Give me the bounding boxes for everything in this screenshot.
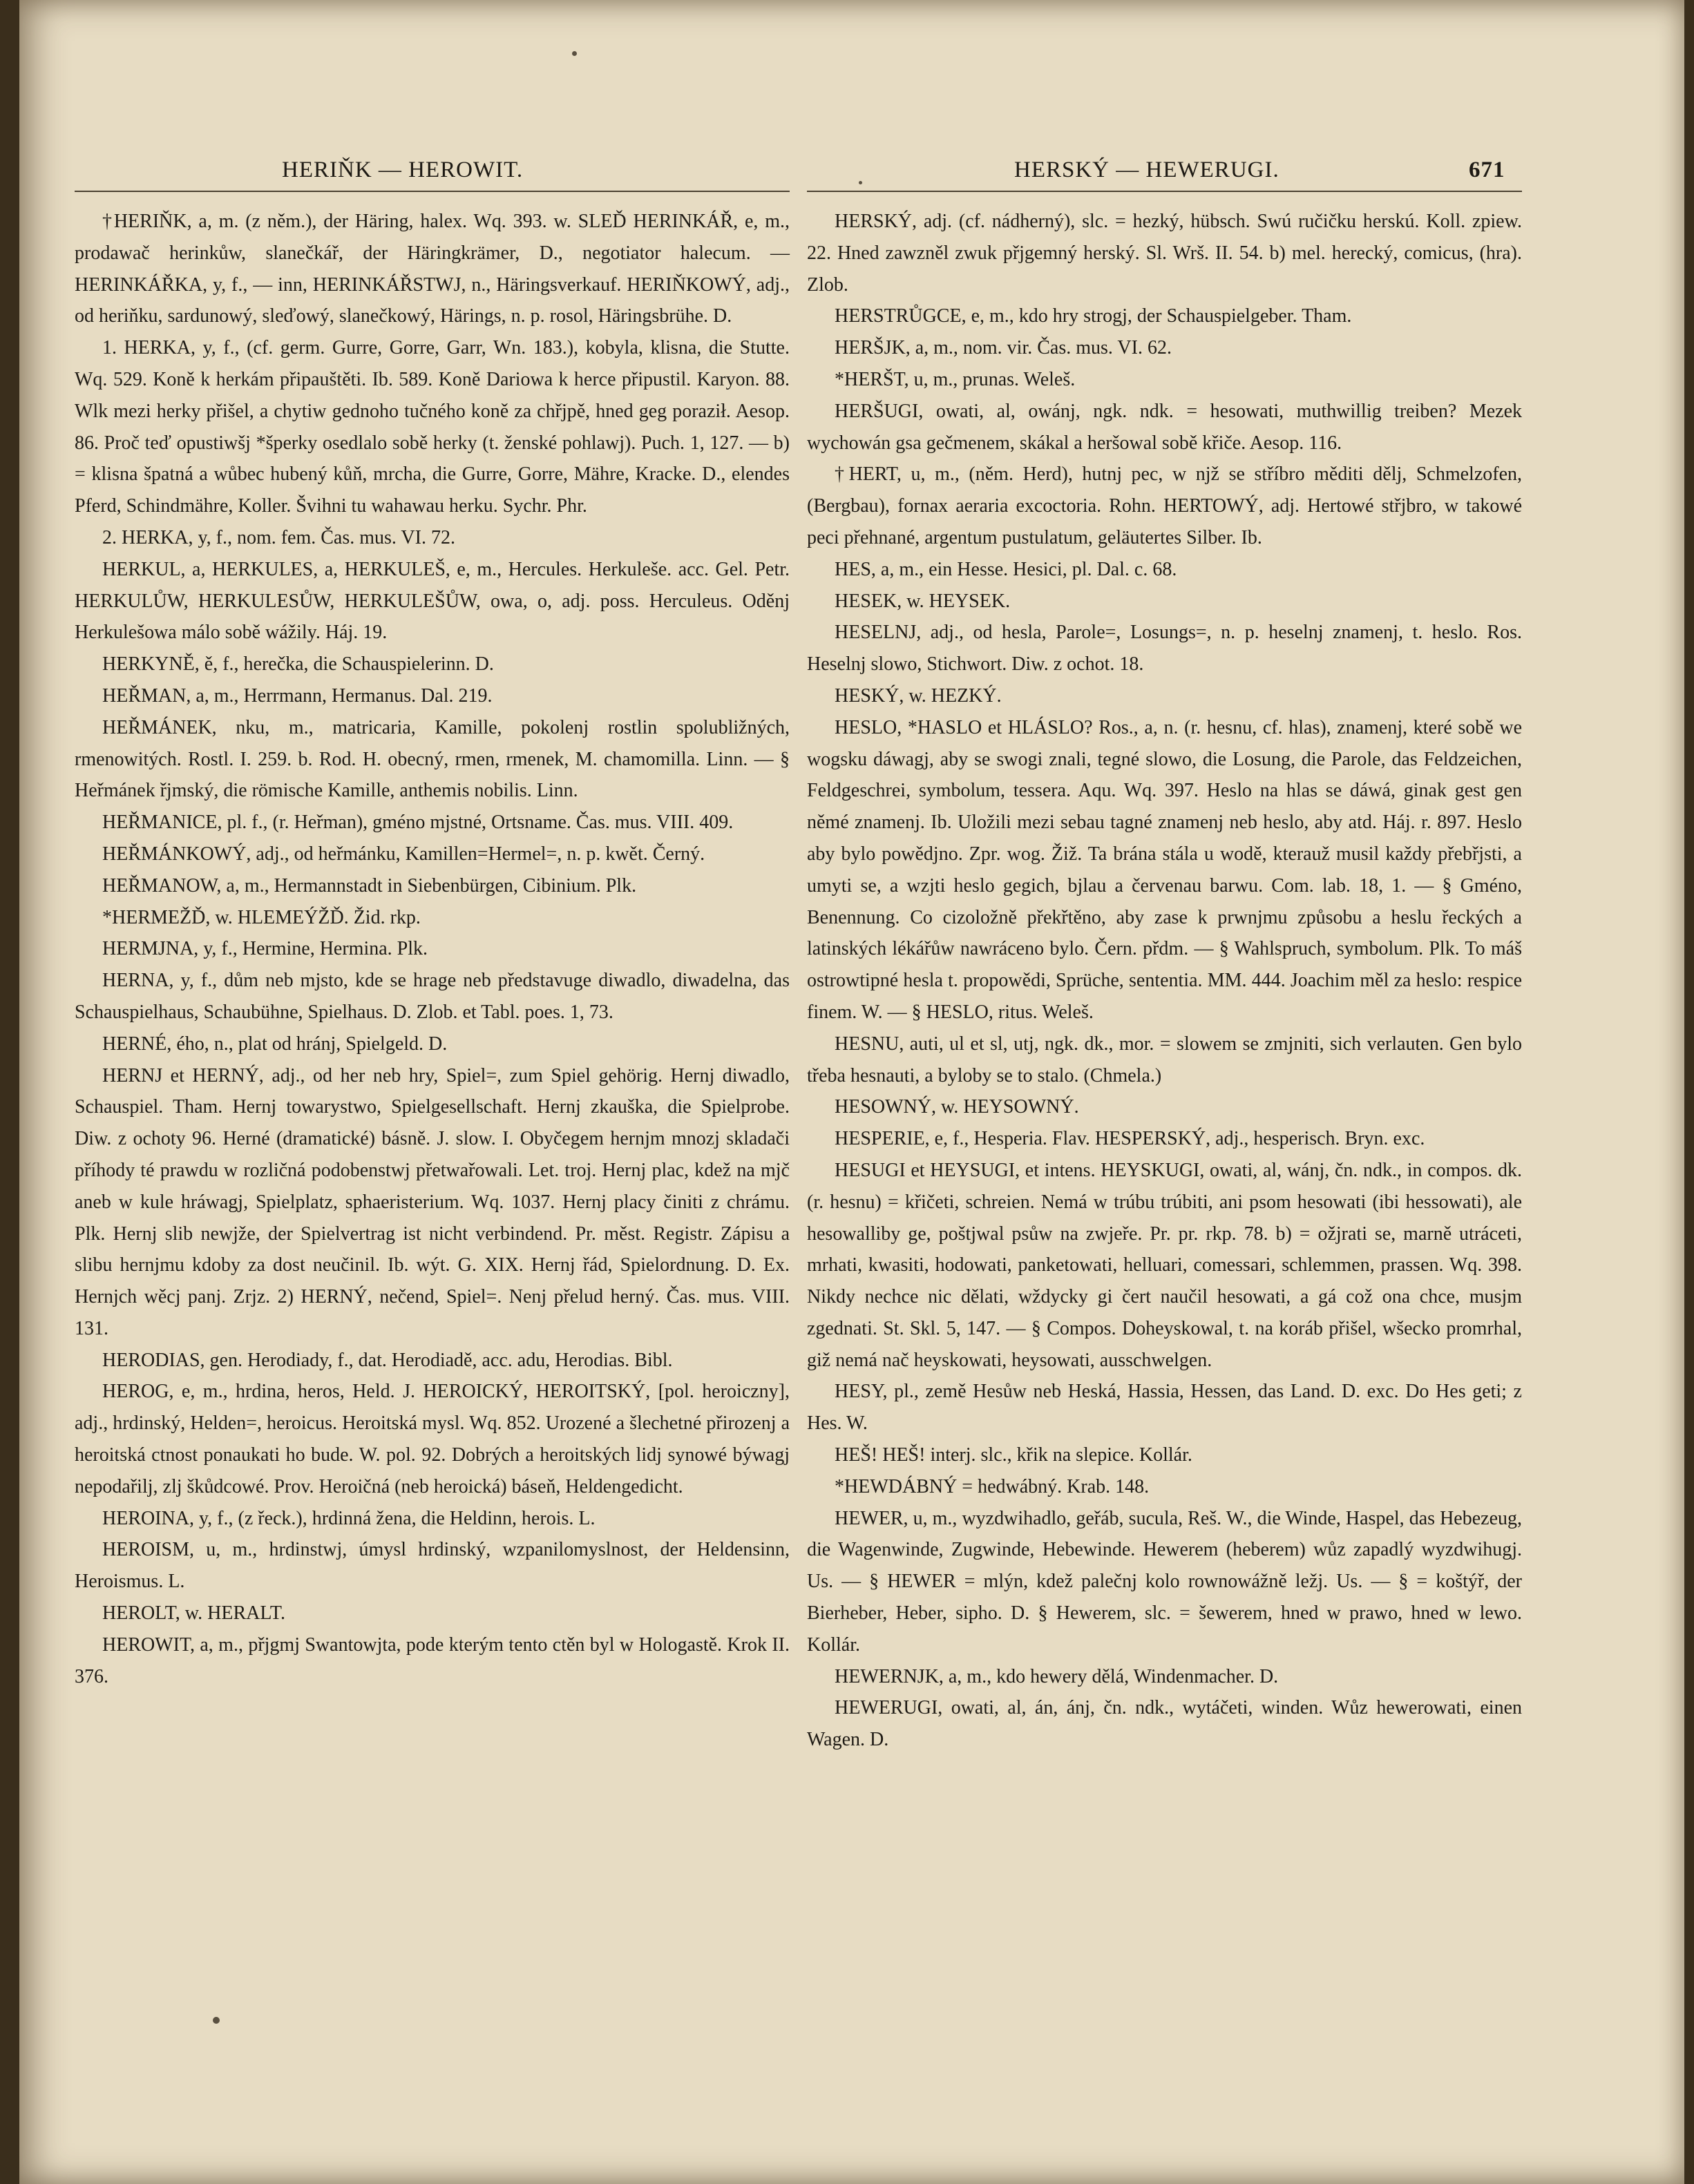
paper-speck [572,51,577,56]
entry-hermanek: HEŘMÁNEK, nku, m., matricaria, Kamille, pokolenj rostlin spolubližných, rmenowitých. Rostl. I. 259. b. Rod. H. obecný, rmen, rmenek, M. chamomilla. Linn. — § Heřmánek řjmský, die römische Kamille, anthemis nobilis. Linn. [75,716,790,802]
entry-herman: HEŘMAN, a, m., Herrmann, Hermanus. Dal. 219. [102,684,493,707]
paper-speck [213,2017,220,2024]
entry-hermanow: HEŘMANOW, a, m., Hermannstadt in Siebenbürgen, Cibinium. Plk. [102,874,637,897]
paper-speck [859,181,862,184]
entry-hesperie: HESPERIE, e, f., Hesperia. Flav. HESPERSKÝ, adj., hesperisch. Bryn. exc. [835,1128,1425,1150]
entry-hesy: HESY, pl., země Hesůw neb Heská, Hassia, Hessen, das Land. D. exc. Do Hes geti; z Hes. W. [807,1381,1522,1435]
entry-hersugi: HERŠUGI, owati, al, owánj, ngk. ndk. = hesowati, muthwillig treiben? Mezek wychowán gsa gečmenem, skákal a heršowal sobě křiče. Aesop. 116. [807,400,1522,454]
left-header-rule [75,191,790,192]
left-running-head: HERIŇK — HEROWIT. [282,157,524,182]
entry-herowit: HEROWIT, a, m., přjgmj Swantowjta, pode kterým tento ctěn byl w Hologastě. Krok II. 376. [75,1634,790,1687]
entry-herolt: HEROLT, w. HERALT. [102,1602,285,1625]
entry-heroism: HEROISM, u, m., hrdinstwj, úmysl hrdinský, wzpanilomyslnost, der Heldensinn, Heroismus. L. [75,1539,790,1593]
right-header-rule [807,191,1522,192]
entry-hewerugi: HEWERUGI, owati, al, án, ánj, čn. ndk., wytáčeti, winden. Wůz hewerowati, einen Wagen. D. [807,1697,1522,1751]
entry-hesek: HESEK, w. HEYSEK. [835,590,1011,612]
entry-hermanice: HEŘMANICE, pl. f., (r. Heřman), gméno mjstné, Ortsname. Čas. mus. VIII. 409. [102,812,734,834]
entry-hesnu: HESNU, auti, ul et sl, utj, ngk. dk., mor. = slowem se zmjniti, sich verlauten. Gen bylo třeba hesnauti, a byloby se to stalo. (Chmela.) [807,1033,1522,1086]
left-column [75,206,790,1692]
entry-hermjna: HERMJNA, y, f., Hermine, Hermina. Plk. [102,938,428,960]
entry-hewernjk: HEWERNJK, a, m., kdo hewery dělá, Windenmacher. D. [835,1665,1279,1687]
entry-herka-2: 2. HERKA, y, f., nom. fem. Čas. mus. VI. 72. [102,526,455,548]
page-number: 671 [1469,157,1505,182]
entry-hersjk: HERŠJK, a, m., nom. vir. Čas. mus. VI. 62. [835,337,1172,359]
entry-hesugi: HESUGI et HEYSUGI, et intens. HEYSKUGI, owati, al, wánj, čn. ndk., in compos. dk. (r. hesnu) = křičeti, schreien. Nemá w trúbu trúbiti, ani psom hesowati (ibi hessowati), ale hesowalliby ge, poštjwal psůw na zwjeře. Pr. pr. rkp. 78. b) = ožjrati se, marně utráceti, mrhati, kwasiti, hodowati, panketowati, helluari, comessari, schlemmen, prassen. Wq. 398. Nikdy nechce nic dělati, wždycky gi čert naučil hesowati, a gá což ona chce, musjm zgednati. St. Skl. 5, 147. — § Compos. Doheyskowal, t. na koráb přišel, wšecko promrhal, giž nemá nač heyskowati, heysowati, ausschwelgen. [807,1159,1522,1371]
entry-heslo: HESLO, *HASLO et HLÁSLO? Ros., a, n. (r. hesnu, cf. hlas), znamenj, které sobě we wogsku dáwagj, aby se swogi znali, tegné slowo, die Losung, die Parole, das Feldzeichen, Feldgeschrei, symbolum, tessera. Aqu. Wq. 397. Heslo na hlas se dáwá, ginak gest gen němé znamenj. Ib. Uložili mezi sebau tagné znamenj neb heslo, aby atd. Háj. r. 897. Heslo aby bylo powědjno. Zpr. wog. Žiž. Ta brána stála u wodě, kterauž musil každy přebřjsti, a umyti se, a wzjti heslo gegich, bjlau a červenau barwu. Com. lab. 18, 1. — § Gméno, Benennung. Co cizoložně překřtěno, aby zase k prwnjmu způsobu a heslu řeckých a latinských lékářůw nawráceno bylo. Čern. přdm. — § Wahlspruch, symbolum. Plk. To máš ostrowtipné hesla t. propowědi, Sprüche, sententia. MM. 444. Joachim měl za heslo: respice finem. W. — § HESLO, ritus. Weleš. [807,716,1522,1023]
entry-herstrugce: HERSTRŮGCE, e, m., kdo hry strogj, der Schauspielgeber. Tham. [835,305,1352,327]
right-column [807,206,1522,1756]
entry-hesky: HESKÝ, w. HEZKÝ. [835,684,1002,707]
entry-hesowny: HESOWNÝ, w. HEYSOWNÝ. [835,1096,1079,1118]
dictionary-page [19,0,1684,2184]
entry-herst: *HERŠT, u, m., prunas. Weleš. [835,368,1076,390]
entry-hermezd: *HERMEŽĎ, w. HLEMEÝŽĎ. Žid. rkp. [102,906,421,928]
entry-hewer: HEWER, u, m., wyzdwihadlo, geřáb, sucula, Reš. W., die Winde, Haspel, das Hebezeug, die Wagenwinde, Zugwinde, Hebewinde. Hewerem (heberem) wůz zapadlý wyzdwihugj. Us. — § HEWER = mlýn, kdež palečnj kolo rownowážně ležj. Us. — § = koštýř, der Bierheber, Heber, sipho. D. § Hewerem, slc. = šewerem, hned w prawo, hned w lewo. Kollár. [807,1507,1522,1656]
entry-hert: †HERT, u, m., (něm. Herd), hutnj pec, w njž se stříbro měditi dělj, Schmelzofen, (Bergbau), fornax aeraria excoctoria. Rohn. HERTOWÝ, adj. Hertowé střjbro, w takowé peci přehnané, argentum pustulatum, geläutertes Silber. Ib. [807,463,1522,548]
entry-hewdabny: *HEWDÁBNÝ = hedwábný. Krab. 148. [835,1475,1150,1497]
entry-herink: †HERIŇK, a, m. (z něm.), der Häring, halex. Wq. 393. w. SLEĎ HERINKÁŘ, e, m., prodawač herinkůw, slanečkář, der Häringkrämer, D., negotiator halecum. — HERINKÁŘKA, y, f., — inn, HERINKÁŘSTWJ, n., Häringsverkauf. HERIŇKOWÝ, adj., od heriňku, sardunowý, sleďowý, slanečkowý, Härings, n. p. rosol, Häringsbrühe. D. [75,211,790,327]
entry-herne: HERNÉ, ého, n., plat od hránj, Spielgeld. D. [102,1033,448,1055]
entry-hes-interj: HEŠ! HEŠ! interj. slc., křik na slepice. Kollár. [835,1444,1192,1466]
entry-herna: HERNA, y, f., dům neb mjsto, kde se hrage neb představuge diwadlo, diwadelna, das Schauspielhaus, Schaubühne, Spielhaus. D. Zlob. et Tabl. poes. 1, 73. [75,970,790,1023]
right-running-head: HERSKÝ — HEWERUGI. [1014,157,1279,182]
entry-heselnj: HESELNJ, adj., od hesla, Parole=, Losungs=, n. p. heselnj znamenj, t. heslo. Ros. Heselnj slowo, Stichwort. Diw. z ochot. 18. [807,622,1522,676]
entry-hes: HES, a, m., ein Hesse. Hesici, pl. Dal. c. 68. [835,558,1177,580]
entry-herkyne: HERKYNĚ, ě, f., herečka, die Schauspielerinn. D. [102,653,494,676]
entry-hersky: HERSKÝ, adj. (cf. nádherný), slc. = hezký, hübsch. Swú ručičku herskú. Koll. zpiew. 22. Hned zawzněl zwuk přjgemný herský. Sl. Wrš. II. 54. b) mel. herecký, comicus, (hra). Zlob. [807,211,1522,296]
entry-hernj: HERNJ et HERNÝ, adj., od her neb hry, Spiel=, zum Spiel gehörig. Hernj diwadlo, Schauspiel. Tham. Hernj towarystwo, Spielgesellschaft. Hernj zkauška, die Spielprobe. Diw. z ochoty 96. Herné (dramatické) básně. J. slow. I. Obyčegem hernjm mnozj skladači příhody té prawdu w rozličná podobenstwj přetwařowali. Let. troj. Hernj plac, kdež na mjč aneb w kule hráwagj, Spielplatz, sphaeristerium. Wq. 1037. Hernj placy činiti z chrámu. Plk. Hernj slib newjže, der Spielvertrag ist nicht verbindend. Pr. měst. Registr. Zápisu a slibu hernjmu kdoby za dost neučinil. Ib. wýt. G. XIX. Hernj řád, Spielordnung. D. Ex. Hernjch wěcj panj. Zrjz. 2) HERNÝ, nečend, Spiel=. Nenj přelud herný. Čas. mus. VIII. 131. [75,1064,790,1339]
entry-herkul: HERKUL, a, HERKULES, a, HERKULEŠ, e, m., Hercules. Herkuleše. acc. Gel. Petr. HERKULŮW, HERKULESŮW, HERKULEŠŮW, owa, o, adj. poss. Herculeus. Oděnj Herkulešowa málo sobě wážily. Háj. 19. [75,558,790,644]
entry-heroina: HEROINA, y, f., (z řeck.), hrdinná žena, die Heldinn, herois. L. [102,1507,596,1529]
entry-hermankowy: HEŘMÁNKOWÝ, adj., od heřmánku, Kamillen=Hermel=, n. p. kwět. Černý. [102,843,705,865]
entry-herodias: HERODIAS, gen. Herodiady, f., dat. Herodiadě, acc. adu, Herodias. Bibl. [102,1349,673,1371]
entry-herka-1: 1. HERKA, y, f., (cf. germ. Gurre, Gorre, Garr, Wn. 183.), kobyla, klisna, die Stutte. Wq. 529. Koně k herkám připauštěti. Ib. 589. Koně Dariowa k herce připustil. Karyon. 88. Wlk mezi herky přišel, a chytiw gednoho tučného koně za chřjpě, hned geg poraził. Aesop. 86. Proč teď opustiwšj *šperky osedlalo sobě herky (t. ženské pohlawj). Puch. 1, 127. — b) = klisna špatná a wůbec hubený kůň, mrcha, die Gurre, Gorre, Mähre, Kracke. D., elendes Pferd, Schindmähre, Koller. Švihni tu wahawau herku. Sychr. Phr. [75,337,790,517]
entry-herog: HEROG, e, m., hrdina, heros, Held. J. HEROICKÝ, HEROITSKÝ, [pol. heroiczny], adj., hrdinský, Helden=, heroicus. Heroitská mysl. Wq. 852. Urozené a šlechetné přirozenj a heroitská ctnost ponaukati ho bude. W. pol. 92. Dobrých a heroitských lidj synowé býwagj nepodařilj, zlj škůdcowé. Prov. Heroičná (neb heroická) báseň, Heldengedicht. [75,1381,790,1497]
